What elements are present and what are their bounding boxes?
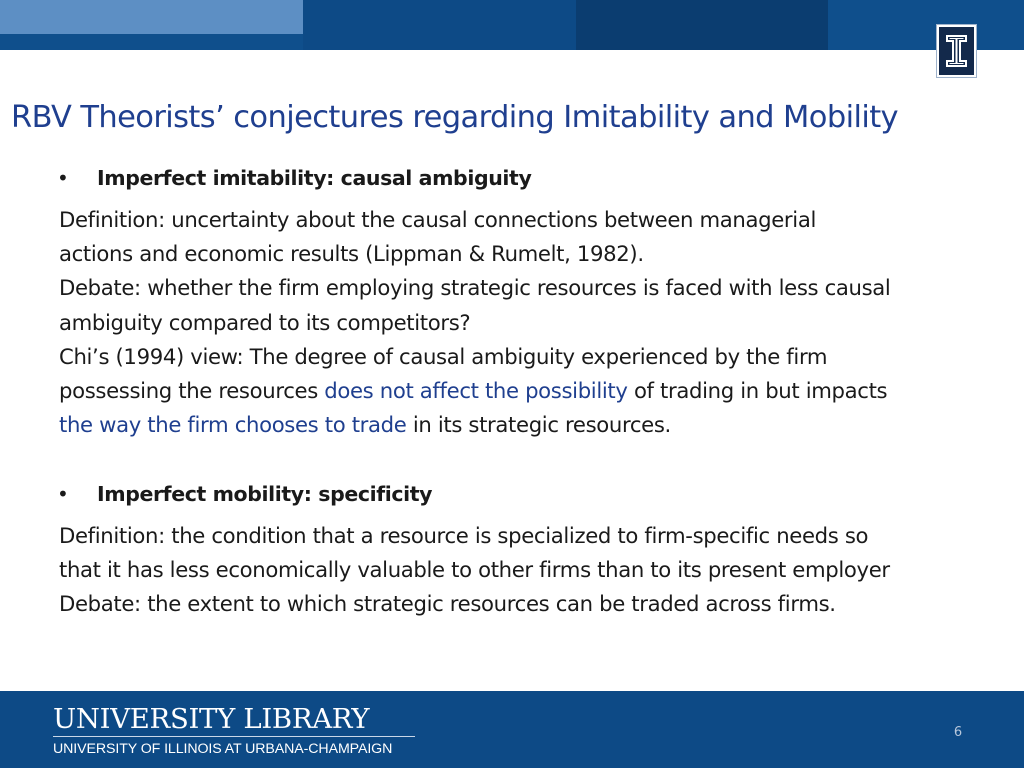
body-text: actions and economic results (Lippman & Rumelt, 1982).	[59, 241, 644, 267]
body-text: Debate: whether the firm employing strategic resources is faced with less causal	[59, 275, 891, 301]
page-number: 6	[953, 725, 963, 740]
block-i-logo	[937, 25, 976, 77]
banner-segment	[828, 0, 1024, 50]
bullet-heading-imitability: Imperfect imitability: causal ambiguity	[97, 166, 532, 190]
body-text: ambiguity compared to its competitors?	[59, 309, 471, 335]
body-text: Chi’s (1994) view: The degree of causal ambiguity experienced by the firm	[59, 343, 828, 369]
body-text: possessing the resources	[59, 378, 325, 404]
imitability-paragraph	[59, 203, 999, 442]
paragraph-line	[59, 271, 999, 305]
bullet-dot: •	[57, 482, 69, 506]
paragraph-line	[59, 340, 999, 374]
bullet-dot: •	[57, 166, 69, 190]
top-banner	[0, 0, 1024, 50]
body-text: in its strategic resources.	[406, 412, 671, 438]
bullet-mobility	[57, 479, 432, 509]
highlighted-text: the way the firm chooses to trade	[59, 412, 407, 438]
university-name: UNIVERSITY OF ILLINOIS AT URBANA-CHAMPAIGN	[53, 741, 393, 757]
banner-segment	[303, 0, 576, 50]
paragraph-line	[59, 553, 999, 587]
slide-title: RBV Theorists’ conjectures regarding Imitability and Mobility	[11, 100, 899, 135]
body-text: Debate: the extent to which strategic resources can be traded across firms.	[59, 591, 836, 617]
body-text: that it has less economically valuable to other firms than to its present employer	[59, 557, 890, 583]
banner-segment-light	[0, 0, 303, 34]
paragraph-line	[59, 587, 999, 621]
paragraph-line	[59, 374, 999, 408]
body-text: Definition: the condition that a resource is specialized to firm-specific needs so	[59, 523, 869, 548]
paragraph-line	[59, 306, 999, 340]
library-wordmark: UNIVERSITY LIBRARY	[53, 703, 370, 735]
paragraph-line	[59, 408, 999, 442]
body-text: Definition: uncertainty about the causal connections between managerial	[59, 207, 816, 232]
highlighted-text: does not affect the possibility	[324, 378, 628, 404]
footer-divider	[53, 736, 415, 737]
block-i-icon	[939, 27, 974, 75]
body-text: of trading in but impacts	[627, 378, 888, 404]
mobility-paragraph	[59, 519, 999, 622]
bullet-imitability	[57, 163, 531, 193]
banner-segment-dark	[576, 0, 828, 50]
bullet-heading-mobility: Imperfect mobility: specificity	[97, 482, 433, 506]
paragraph-line	[59, 203, 999, 237]
paragraph-line	[59, 519, 999, 553]
footer-banner	[0, 691, 1024, 768]
paragraph-line	[59, 237, 999, 271]
